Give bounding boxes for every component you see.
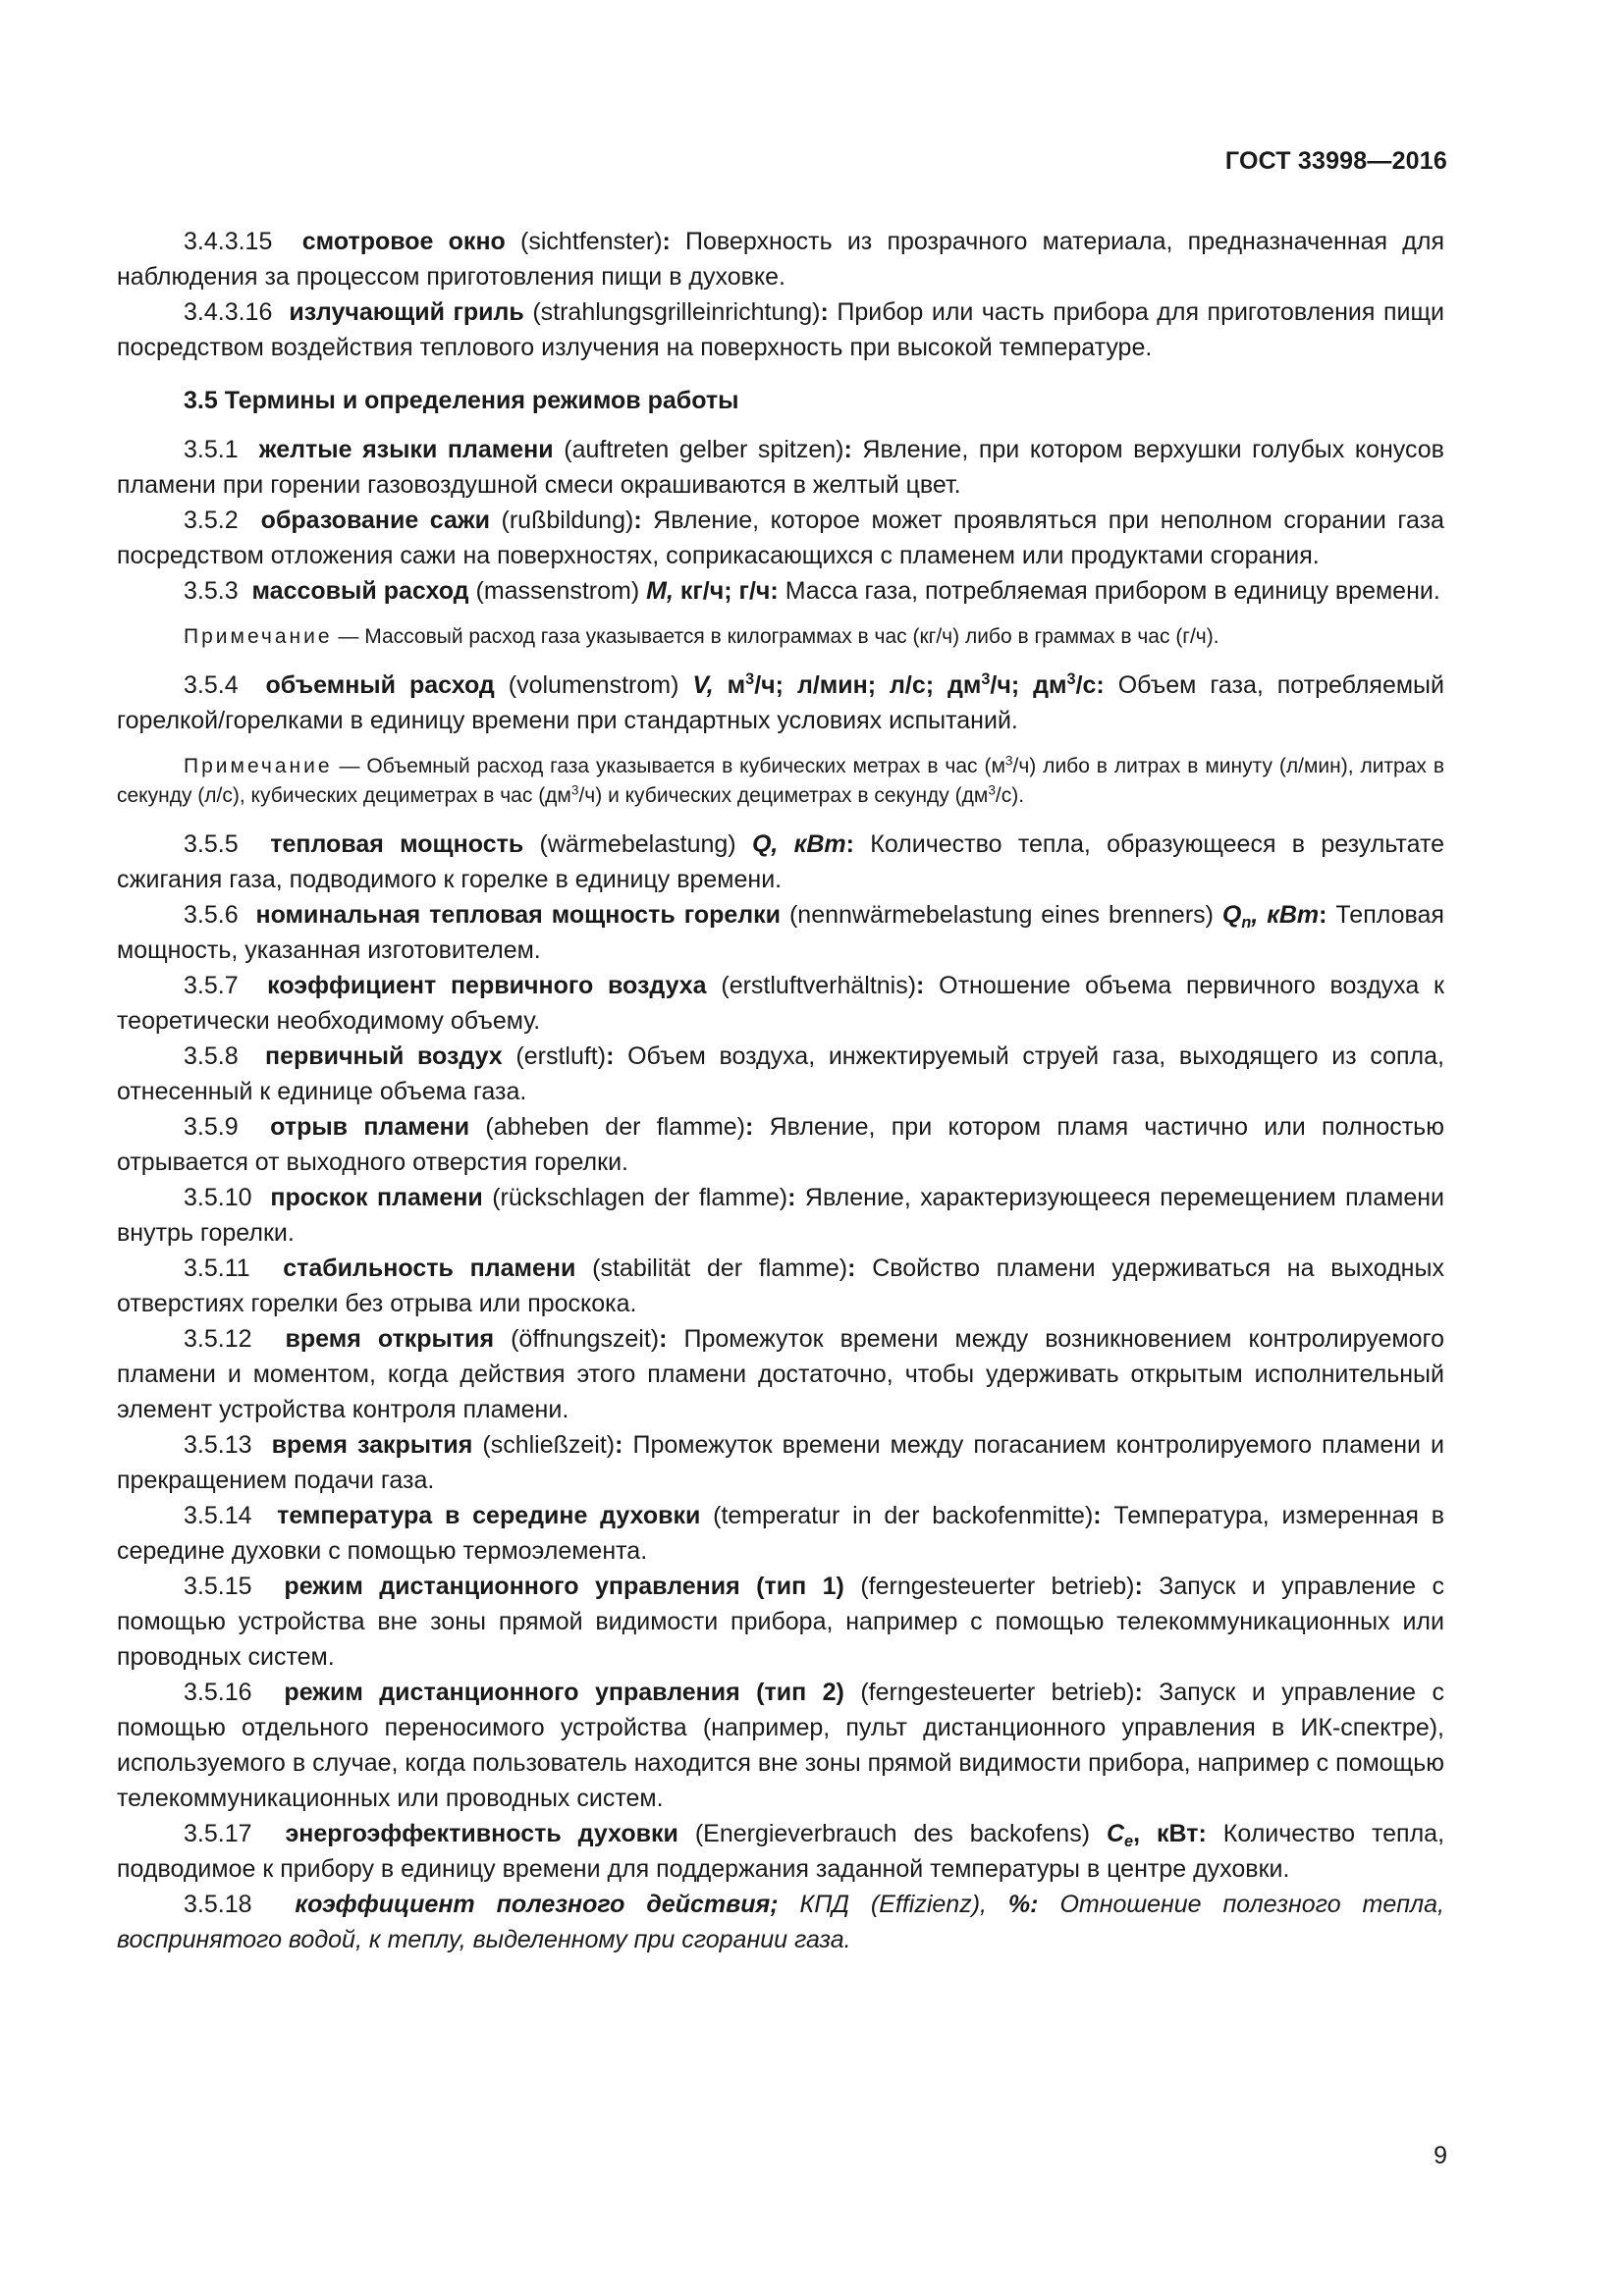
term-definition: Свойство пламени удерживаться на выходных отверстиях горелки без отрыва или проскока. xyxy=(117,1255,1444,1317)
term-3-5-12: 3.5.12 время открытия (öffnungszeit): Промежуток времени между возникновением контролируемого пламени и моментом, когда действия этого пламени достаточно, чтобы удерживать открытым исполнительный элемент устройства контроля пламени. xyxy=(117,1325,1444,1423)
term-symbol: V, xyxy=(692,671,714,699)
term-title: время открытия xyxy=(285,1325,495,1353)
term-german: (ferngesteuerter betrieb) xyxy=(860,1573,1135,1600)
term-title: стабильность пламени xyxy=(283,1255,576,1282)
term-german: КПД (Effizienz), xyxy=(799,1891,987,1918)
term-title: тепловая мощность xyxy=(270,830,524,858)
term-number: 3.4.3.16 xyxy=(184,298,273,326)
section-heading-3-5: 3.5 Термины и определения режимов работы xyxy=(184,387,739,414)
term-title: время закрытия xyxy=(271,1431,473,1459)
note-mass-flow xyxy=(117,622,1444,652)
term-definition: Запуск и управление с помощью отдельного переносимого устройства (например, пульт дистанционного управления в ИК-спектре), используемого в случае, когда пользователь находится вне зоны прямой видимости прибора, например с помощью телекоммуникационных или проводных систем. xyxy=(117,1679,1444,1812)
term-3-5-7: 3.5.7 коэффициент первичного воздуха (erstluftverhältnis): Отношение объема первичного воздуха к теоретически необходимому объему. xyxy=(117,972,1444,1035)
term-number: 3.5.6 xyxy=(184,901,239,929)
term-definition: Явление, при котором верхушки голубых конусов пламени при горении газовоздушной смеси окрашиваются в желтый цвет. xyxy=(117,436,1444,499)
term-3-5-13: 3.5.13 время закрытия (schließzeit): Промежуток времени между погасанием контролируемого пламени и прекращением подачи газа. xyxy=(117,1431,1445,1494)
term-3-5-9: 3.5.9 отрыв пламени (abheben der flamme): Явление, при котором пламя частично или полностью отрывается от выходного отверстия горелки. xyxy=(117,1113,1444,1176)
term-definition: Отношение объема первичного воздуха к теоретически необходимому объему. xyxy=(117,972,1444,1035)
term-title: коэффициент первичного воздуха xyxy=(267,972,707,999)
term-symbol: $Q_n$, кВт xyxy=(1221,901,1320,932)
term-german: (Energieverbrauch des backofens) xyxy=(694,1820,1091,1847)
term-definition: Явление, которое может проявляться при неполном сгорании газа посредством отложения сажи на поверхностях, соприкасающихся с пламенем или продуктами сгорания. xyxy=(117,507,1444,569)
term-number: 3.5.2 xyxy=(184,507,239,534)
term-german: (wärmebelastung) xyxy=(539,830,736,858)
term-3-5-11: 3.5.11 стабильность пламени (stabilität der flamme): Свойство пламени удерживаться на выходных отверстиях горелки без отрыва или проскока. xyxy=(117,1255,1444,1317)
term-number: 3.5.8 xyxy=(184,1042,239,1070)
term-title: объемный расход xyxy=(265,671,495,699)
note-volume-flow xyxy=(117,752,1444,811)
term-title: номинальная тепловая мощность горелки xyxy=(255,901,782,929)
term-definition: Объем газа, потребляемый горелкой/горелками в единицу времени при стандартных условиях испытаний. xyxy=(117,671,1444,734)
term-units: кг/ч; г/ч: xyxy=(679,577,779,605)
term-definition: Количество тепла, подводимое к прибору в единицу времени для поддержания заданной температуры в центре духовки. xyxy=(117,1820,1445,1883)
term-definition: Промежуток времени между возникновением контролируемого пламени и моментом, когда действия этого пламени достаточно, чтобы удерживать открытым исполнительный элемент устройства контроля пламени. xyxy=(117,1325,1444,1423)
note-text: — Массовый расход газа указывается в килограммах в час (кг/ч) либо в граммах в час (г/ч). xyxy=(338,625,1219,648)
term-definition: Отношение полезного тепла, воспринятого водой, к теплу, выделенному при сгорании газа. xyxy=(117,1891,1444,1953)
term-definition: Прибор или часть прибора для приготовления пищи посредством воздействия теплового излучения на поверхность при высокой температуре. xyxy=(117,298,1444,361)
term-german: (rußbildung) xyxy=(501,507,634,534)
term-german: (volumenstrom) xyxy=(508,671,679,699)
term-title: первичный воздух xyxy=(264,1042,503,1070)
term-german: (rückschlagen der flamme) xyxy=(492,1184,788,1211)
term-3-5-18 xyxy=(117,1887,1444,1957)
term-number: 3.5.18 xyxy=(184,1891,252,1918)
term-number: 3.5.12 xyxy=(184,1325,252,1353)
term-3-5-2: 3.5.2 образование сажи (rußbildung): Явление, которое может проявляться при неполном сгорании газа посредством отложения сажи на поверхностях, соприкасающихся с пламенем или продуктами сгорания. xyxy=(117,507,1444,569)
term-number: 3.5.11 xyxy=(184,1255,250,1282)
term-title: образование сажи xyxy=(260,507,490,534)
term-units: , кВт: xyxy=(1133,1820,1207,1847)
term-definition: Масса газа, потребляемая прибором в единицу времени. xyxy=(785,577,1440,605)
term-title: массовый расход xyxy=(251,577,469,605)
term-3-5-17 xyxy=(117,1816,1444,1887)
term-3-5-8: 3.5.8 первичный воздух (erstluft): Объем воздуха, инжектируемый струей газа, выходящего из сопла, отнесенный к единице объема газа. xyxy=(117,1042,1444,1105)
term-title: коэффициент полезного действия; xyxy=(295,1891,779,1918)
term-title: проскок пламени xyxy=(270,1184,483,1211)
document-code: ГОСТ 33998—2016 xyxy=(1224,147,1447,175)
term-units: %: xyxy=(1007,1891,1039,1918)
term-title: смотровое окно xyxy=(301,228,506,255)
term-title: режим дистанционного управления (тип 2) xyxy=(284,1679,844,1706)
term-number: 3.5.15 xyxy=(184,1573,252,1600)
term-number: 3.4.3.15 xyxy=(184,228,273,255)
note-label: Примечание xyxy=(184,625,333,648)
term-title: температура в середине духовки xyxy=(277,1502,701,1529)
term-3-5-3 xyxy=(117,573,1444,609)
term-definition: Явление, характеризующееся перемещением пламени внутрь горелки. xyxy=(117,1184,1445,1247)
term-german: (öffnungszeit) xyxy=(511,1325,660,1353)
term-german: (erstluftverhältnis) xyxy=(721,972,917,999)
term-3-4-3-15: 3.4.3.15 смотровое окно (sichtfenster): Поверхность из прозрачного материала, предназначенная для наблюдения за процессом приготовления пищи в духовке. xyxy=(117,228,1444,291)
term-german: (erstluft) xyxy=(515,1042,607,1070)
term-number: 3.5.4 xyxy=(184,671,239,699)
term-title: желтые языки пламени xyxy=(258,436,554,463)
term-number: 3.5.3 xyxy=(184,577,239,605)
term-german: (stabilität der flamme) xyxy=(592,1255,848,1282)
term-units: $м^3/ч$; л/мин; л/с; $дм^3/ч$; $дм^3/с$: xyxy=(727,670,1105,699)
term-german: (abheben der flamme) xyxy=(485,1113,745,1141)
term-german: (sichtfenster) xyxy=(520,228,663,255)
term-3-5-1: 3.5.1 желтые языки пламени (auftreten gelber spitzen): Явление, при котором верхушки голубых конусов пламени при горении газовоздушной смеси окрашиваются в желтый цвет. xyxy=(117,436,1444,499)
term-number: 3.5.9 xyxy=(184,1113,239,1141)
term-german: (massenstrom) xyxy=(475,577,640,605)
term-symbol: $C_e$ xyxy=(1106,1820,1134,1850)
term-definition: Тепловая мощность, указанная изготовителем. xyxy=(117,901,1444,964)
term-3-5-16: 3.5.16 режим дистанционного управления (тип 2) (ferngesteuerter betrieb): Запуск и управление с помощью отдельного переносимого устройства (например, пульт дистанционного управления в ИК-спектре), используемого в случае, когда пользователь находится вне зоны прямой видимости прибора, например с помощью телекоммуникационных или проводных систем. xyxy=(117,1679,1444,1812)
page-body xyxy=(117,224,1444,1957)
term-german: (ferngesteuerter betrieb) xyxy=(860,1679,1135,1706)
term-definition: Промежуток времени между погасанием контролируемого пламени и прекращением подачи газа. xyxy=(117,1431,1445,1494)
note-label: Примечание xyxy=(184,755,333,777)
term-3-5-15: 3.5.15 режим дистанционного управления (тип 1) (ferngesteuerter betrieb): Запуск и управление с помощью устройства вне зоны прямой видимости прибора, например с помощью телекоммуникационных или проводных систем. xyxy=(117,1573,1444,1671)
term-definition: Поверхность из прозрачного материала, предназначенная для наблюдения за процессом приготовления пищи в духовке. xyxy=(117,228,1444,291)
term-symbol: M, xyxy=(646,577,674,605)
term-definition: Количество тепла, образующееся в результате сжигания газа, подводимого к горелке в единицу времени. xyxy=(117,830,1445,893)
term-number: 3.5.17 xyxy=(184,1820,252,1847)
term-definition: Явление, при котором пламя частично или полностью отрывается от выходного отверстия горелки. xyxy=(117,1113,1444,1176)
term-number: 3.5.10 xyxy=(184,1184,252,1211)
term-number: 3.5.16 xyxy=(184,1679,252,1706)
term-3-4-3-16: 3.4.3.16 излучающий гриль (strahlungsgrilleinrichtung): Прибор или часть прибора для приготовления пищи посредством воздействия теплового излучения на поверхность при высокой температуре. xyxy=(117,298,1444,361)
term-title: энергоэффективность духовки xyxy=(285,1820,678,1847)
term-3-5-10: 3.5.10 проскок пламени (rückschlagen der flamme): Явление, характеризующееся перемещением пламени внутрь горелки. xyxy=(117,1184,1445,1247)
term-number: 3.5.5 xyxy=(184,830,239,858)
term-3-5-5: 3.5.5 тепловая мощность (wärmebelastung) Q, кВт: Количество тепла, образующееся в результате сжигания газа, подводимого к горелке в единицу времени. xyxy=(117,830,1445,893)
term-german: (auftreten gelber spitzen) xyxy=(564,436,844,463)
term-symbol: Q, xyxy=(751,830,779,858)
term-number: 3.5.7 xyxy=(184,972,239,999)
term-number: 3.5.14 xyxy=(184,1502,252,1529)
term-definition: Объем воздуха, инжектируемый струей газа, выходящего из сопла, отнесенный к единице объема газа. xyxy=(117,1042,1444,1105)
term-number: 3.5.1 xyxy=(184,436,239,463)
term-number: 3.5.13 xyxy=(184,1431,252,1459)
term-title: отрыв пламени xyxy=(270,1113,470,1141)
term-german: (strahlungsgrilleinrichtung) xyxy=(532,298,821,326)
term-definition: Запуск и управление с помощью устройства вне зоны прямой видимости прибора, например с помощью телекоммуникационных или проводных систем. xyxy=(117,1573,1444,1671)
term-3-5-4 xyxy=(117,667,1444,738)
term-title: режим дистанционного управления (тип 1) xyxy=(284,1573,844,1600)
term-german: (temperatur in der backofenmitte) xyxy=(713,1502,1094,1529)
note-text: — Объемный расход газа указывается в кубических метрах в час $(м^3/ч)$ либо в литрах в минуту (л/мин), литрах в секунду (л/с), кубических дециметрах в час $(дм^3/ч)$ и кубических дециметрах в секунду $(дм^3/с)$. xyxy=(117,753,1444,807)
term-title: излучающий гриль xyxy=(289,298,524,326)
page-number: 9 xyxy=(1434,2142,1447,2169)
term-definition: Температура, измеренная в середине духовки с помощью термоэлемента. xyxy=(117,1502,1444,1565)
term-units: кВт xyxy=(793,830,846,858)
term-3-5-6: 3.5.6 номинальная тепловая мощность горелки (nennwärmebelastung eines brenners) $Q_n$, кВт: Тепловая мощность, указанная изготовителем. xyxy=(117,901,1444,964)
term-german: (nennwärmebelastung eines brenners) xyxy=(788,901,1214,929)
term-german: (schließzeit) xyxy=(482,1431,616,1459)
term-3-5-14: 3.5.14 температура в середине духовки (temperatur in der backofenmitte): Температура, измеренная в середине духовки с помощью термоэлемента. xyxy=(117,1502,1444,1565)
